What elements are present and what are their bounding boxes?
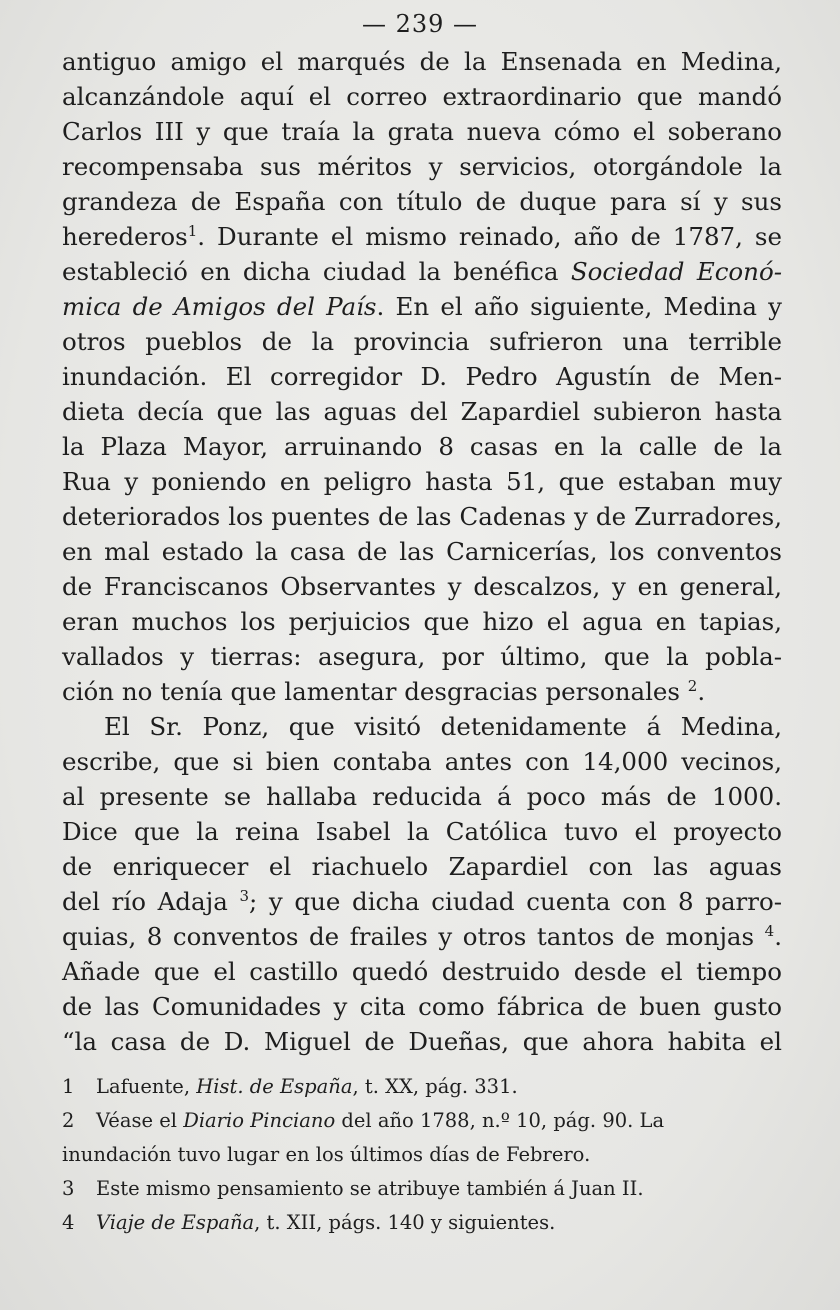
text-fragment: del río Adaja <box>62 887 228 916</box>
text-line: “la casa de D. Miguel de Dueñas, que ahora habita el <box>62 1027 782 1056</box>
text-line: inundación. El corregidor D. Pedro Agustín de Men- <box>62 362 782 391</box>
text-line: en mal estado la casa de las Carnicerías, los conventos <box>62 537 782 566</box>
footnote-title: Viaje de España <box>96 1211 255 1234</box>
text-line: grandeza de España con título de duque para sí y sus <box>62 187 782 216</box>
footnote-4 <box>62 1206 784 1240</box>
footnote-ref: 4 <box>764 922 775 940</box>
text-line: Rua y poniendo en peligro hasta 51, que estaban muy <box>62 467 782 496</box>
text-line: la Plaza Mayor, arruinando 8 casas en la calle de la <box>62 432 782 461</box>
text-fragment: . <box>697 677 706 706</box>
footnote-ref: 2 <box>687 677 698 695</box>
text-line: El Sr. Ponz, que visitó detenidamente á Medina, <box>104 712 782 741</box>
text-line: de enriquecer el riachuelo Zapardiel con las aguas <box>62 852 782 881</box>
text-line: eran muchos los perjuicios que hizo el agua en tapias, <box>62 607 782 636</box>
text-line <box>62 674 782 709</box>
text-fragment: . Durante el mismo reinado, año de 1787, se <box>197 222 782 251</box>
footnote-text: Este mismo pensamiento se atribuye también á Juan II. <box>96 1177 644 1200</box>
footnote-title: Hist. de España <box>196 1075 353 1098</box>
text-line: Carlos III y que traía la grata nueva cómo el soberano <box>62 117 782 146</box>
text-line: otros pueblos de la provincia sufrieron una terrible <box>62 327 782 356</box>
text-line: antiguo amigo el marqués de la Ensenada en Medina, <box>62 47 782 76</box>
text-line: escribe, que si bien contaba antes con 14,000 vecinos, <box>62 747 782 776</box>
footnote-text: , t. XII, págs. 140 y siguientes. <box>254 1211 556 1234</box>
text-line <box>62 289 782 324</box>
footnote-number: 3 <box>62 1177 75 1200</box>
text-line: Dice que la reina Isabel la Católica tuvo el proyecto <box>62 817 782 846</box>
text-fragment: estableció en dicha ciudad la benéfica <box>62 257 559 286</box>
text-line: alcanzándole aquí el correo extraordinario que mandó <box>62 82 782 111</box>
footnote-2-continued: inundación tuvo lugar en los últimos días de Febrero. <box>62 1143 591 1166</box>
text-line <box>62 919 782 954</box>
text-fragment: ; y que dicha ciudad cuenta con 8 parro- <box>249 887 783 916</box>
footnote-ref: 3 <box>239 887 250 905</box>
footnote-3 <box>62 1172 784 1206</box>
text-line: dieta decía que las aguas del Zapardiel subieron hasta <box>62 397 782 426</box>
italic-title: mica de Amigos del País <box>62 292 377 321</box>
text-line: de las Comunidades y cita como fábrica de buen gusto <box>62 992 782 1021</box>
footnote-number: 1 <box>62 1075 75 1098</box>
footnote-text: del año 1788, n.º 10, pág. 90. La <box>335 1109 665 1132</box>
text-line: vallados y tierras: asegura, por último, que la pobla- <box>62 642 782 671</box>
text-line <box>62 254 782 289</box>
italic-title: Sociedad Econó- <box>570 257 782 286</box>
text-line <box>62 219 782 254</box>
footnote-number: 4 <box>62 1211 75 1234</box>
text-line <box>62 884 782 919</box>
text-fragment: ción no tenía que lamentar desgracias personales <box>62 677 680 706</box>
footnotes <box>62 1070 784 1240</box>
text-fragment: quias, 8 conventos de frailes y otros tantos de monjas <box>62 922 755 951</box>
text-fragment: herederos <box>62 222 188 251</box>
footnote-title: Diario Pinciano <box>183 1109 336 1132</box>
footnote-1 <box>62 1070 784 1104</box>
text-line: recompensaba sus méritos y servicios, otorgándole la <box>62 152 782 181</box>
text-line: deteriorados los puentes de las Cadenas y de Zurradores, <box>62 502 782 531</box>
footnote-ref: 1 <box>187 222 198 240</box>
page-number: — 239 — <box>361 10 479 38</box>
text-line: Añade que el castillo quedó destruido desde el tiempo <box>62 957 782 986</box>
text-line: al presente se hallaba reducida á poco más de 1000. <box>62 782 782 811</box>
footnote-text: Véase el <box>96 1109 184 1132</box>
text-line: de Franciscanos Observantes y descalzos, y en general, <box>62 572 782 601</box>
footnote-text: , t. XX, pág. 331. <box>352 1075 518 1098</box>
footnote-number: 2 <box>62 1109 75 1132</box>
main-text <box>62 44 782 1059</box>
footnote-text: Lafuente, <box>96 1075 197 1098</box>
text-fragment: . En el año siguiente, Medina y <box>376 292 782 321</box>
footnote-2 <box>62 1104 784 1138</box>
text-fragment: . <box>774 922 782 951</box>
